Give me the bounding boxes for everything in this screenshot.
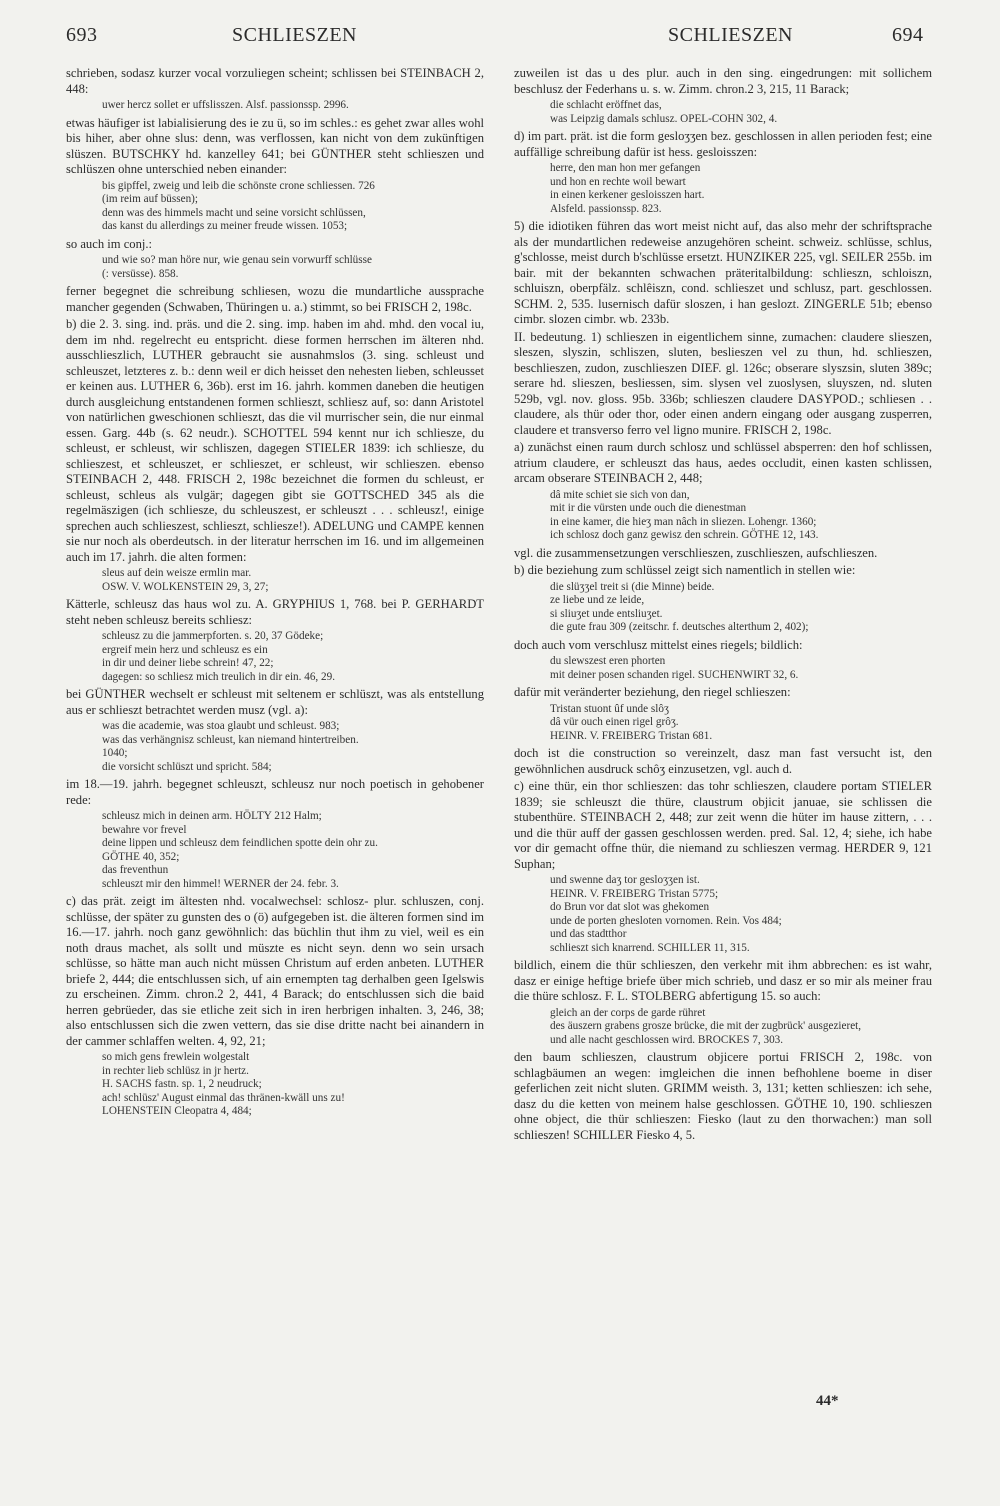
paragraph: im 18.—19. jahrh. begegnet schleuszt, schleusz nur noch poetisch in gehobener rede: [66,777,484,807]
paragraph: zuweilen ist das u des plur. auch in den sing. eingedrungen: mit sollichem beschlusz der Federhans u. s. w. Zimm. chron.2 3, 215, 11 Barack; [514,66,932,96]
paragraph: d) im part. prät. ist die form gesloʒʒen bez. geschlossen in allen perioden fest; eine auffällige schreibung dafür ist hess. gesloisszen: [514,129,932,159]
paragraph: II. bedeutung. 1) schlieszen in eigentlichem sinne, zumachen: claudere slieszen, sleszen, slyszin, schliszen, sluten, beslieszen vel zu thun, hd. schlieszen, beschlieszen, zudon, zuschlieszen DIEF. gl. 126c; obserare slyszsin, sluten 389c; serare hd. slieszen, besliessen, sim. slysen vel zuoslysen, sluyszen, nd. sluten 529b, vgl. nov. gloss. 95b. 336b; schlieszen claudere DASYPOD.; schliesen . . claudere, als thür oder thor, oder einen andern eingang oder ausgang zusperren, claudere et transverso ferro vel ligno munire. FRISCH 2, 198c. [514,329,932,437]
quotation-line: uwer hercz sollet er uffslisszen. Alsf. passionssp. 2996. [102,99,349,111]
paragraph: c) eine thür, ein thor schlieszen: das tohr schlieszen, claudere portam STIELER 1839; sie schleuszt die thüre, claustrum objicit januae, sie schlissen die stubenthüre. STEINBACH 2, 448; zur zeit wenn die hüter im hause zittern, . . . und die thür auff der gassen geschlossen werden. pred. Sal. 12, 4; siehe, ich habe vor dir gemacht offne thür, die niemand zu schlieszen vermag. HERDER 9, 121 Suphan; [514,779,932,871]
quotation-line: ach! schlüsz' August einmal das thränen-kwäll uns zu! [102,1091,345,1104]
paragraph: vgl. die zusammensetzungen verschlieszen, zuschlieszen, aufschlieszen. [514,545,878,560]
paragraph: bei GÜNTHER wechselt er schleust mit seltenem er schlüszt, was als entstellung aus er schlieszt betrachtet werden musz (vgl. a): [66,687,484,717]
paragraph: bildlich, einem die thür schlieszen, den verkehr mit ihm abbrechen: es ist wahr, dasz er einige heftige briefe über mich schrieb, und dasz er so mir als meiner frau die thüre schlosz. F. L. STOLBERG abfertigung 15. so auch: [514,958,932,1003]
quotation-line: sleus auf dein weisze ermlin mar. [102,567,252,579]
quotation-line: denn was des himmels macht und seine vorsicht schlüssen, [102,206,366,219]
paragraph: den baum schlieszen, claustrum objicere portui FRISCH 2, 198c. von schlagbäumen an wegen: imgleichen die innen befhohlene boeme in diser geferlichen zeit nicht sluten. GRIMM weisth. 3, 131; ketten schlieszen: ich sehe, dasz du die ketten von meinem halse geschlossen. GÖTHE 10, 190. schlieszen ohne object, die thür schlieszen: Fiesko (laut zu den thorwachen:) man soll schlieszen! SCHILLER Fiesko 4, 5. [514,1050,932,1142]
quotation-block [66,810,484,891]
paragraph: a) zunächst einen raum durch schlosz und schlüssel absperren: den hof schlissen, atrium claudere, er schleuszt das haus, aedes occludit, einen kasten schlissen, arcam obserare STEINBACH 2, 448; [514,440,932,485]
quotation-line: schleusz zu die jammerpforten. s. 20, 37 Gödeke; [102,630,324,642]
right-page-number: 694 [892,24,924,46]
quotation-line: dâ vür ouch einen rigel grôʒ. [550,716,679,728]
paragraph: dafür mit veränderter beziehung, den riegel schlieszen: [514,685,791,699]
quotation-line: schleusz mich in deinen arm. HÖLTY 212 Halm; [102,810,322,822]
paragraph: Kätterle, schleusz das haus wol zu. A. GRYPHIUS 1, 768. bei P. GERHARDT steht neben schleusz bereits schliesz: [66,597,484,627]
quotation-line: was Leipzig damals schlusz. OPEL-COHN 302, 4. [550,112,778,125]
quotation-block [514,162,932,216]
quotation-line: und hon en rechte woil bewart [550,175,686,188]
right-column [514,66,932,1145]
quotation-line: was die academie, was stoa glaubt und schleust. 983; [102,720,340,732]
quotation-block [66,254,484,281]
quotation-line: OSW. V. WOLKENSTEIN 29, 3, 27; [102,580,269,593]
quotation-line: in eine kamer, die hieʒ man nâch in sliezen. Lohengr. 1360; [550,515,817,528]
paragraph: etwas häufiger ist labialisierung des ie zu ü, so im schles.: es gehet zwar alles wohl bis hiher, aber ohne slus: denn, was verflossen, kan nicht von dem zukünftigen slüszen. BUTSCHKY hd. kanzelley 641; bei GÜNTHER steht schlieszen und schlüszen ohne unterschied neben einander: [66,115,484,176]
paragraph: ferner begegnet die schreibung schliesen, wozu die mundartliche aussprache mancher gegenden (Schwaben, Thüringen u. a.) stimmt, so bei FRISCH 2, 198c. [66,284,484,314]
quotation-line: die vorsicht schlüszt und spricht. 584; [102,760,272,773]
quotation-line: GÖTHE 40, 352; [102,850,180,863]
quotation-block [514,1007,932,1048]
quotation-line: H. SACHS fastn. sp. 1, 2 neudruck; [102,1078,262,1090]
paragraph: c) das prät. zeigt im ältesten nhd. vocalwechsel: schlosz- plur. schluszen, conj. schlüsse, der später zu gunsten des o (ö) aufgegeben ist. die älteren formen sind im 16.—17. jahrh. noch ganz gewöhnlich: das büchlin thut ihm zu viel, weil es ein noth draus machet, als sollt und müszte es nicht seyn. denn wo sein ursach schlüsse, so hätte man auch nicht müssen Christum auf erden anbeten. LUTHER briefe 2, 444; die entschlussen sich, uf ain ernempten tag derhalben geen Igelswis zu erscheinen. Zimm. chron.2 2, 441, 4 Barack; do entschlussen sich die baid herren gebrüeder, das sie etliche zeit sich in iren herbrigen inhalten. 3, 246, 38; also entschlussen sich die zwen vettern, das sie dise dritte nacht bei ainandern in der cammer schlaffen welten. 4, 92, 21; [66,894,484,1048]
paragraph: schrieben, sodasz kurzer vocal vorzuliegen scheint; schlissen bei STEINBACH 2, 448: [66,66,484,96]
quotation-line: ze liebe und ze leide, [550,594,645,606]
quotation-block [514,874,932,955]
left-page-number: 693 [66,24,98,46]
quotation-line: si sliuʒet unde entsliuʒet. [550,607,663,620]
signature-mark: 44* [816,1393,839,1409]
quotation-line: HEINR. V. FREIBERG Tristan 5775; [550,887,719,900]
quotation-block [66,180,484,234]
quotation-line: ergreif mein herz und schleusz es ein [102,643,268,656]
paragraph: b) die beziehung zum schlüssel zeigt sich namentlich in stellen wie: [514,563,856,577]
quotation-line: was das verhängnisz schleust, kan niemand hintertreiben. [102,733,359,746]
paragraph: doch ist die construction so vereinzelt, dasz man fast versucht ist, den gewöhnlichen ausdruck schôʒ einzusetzen, vgl. auch d. [514,746,932,776]
paragraph: 5) die idiotiken führen das wort meist nicht auf, das also mehr der schriftsprache als der mundartlichen redeweise anzugehören scheint. schweiz. schlüsse, schlus, g'schlosse, meist durch b'schlüsse ersetzt. HUNZIKER 225, vgl. SEILER 255b. im bair. mit der bekannten schwachen präteritalbildung: schlieszn, schloiszn, schluiszn, oberpfälz. schlêiszn, cond. schlieszet und schlusz, part. geschlossen. SCHM. 2, 535. lusernisch dafür sloszen, i han geslozt. ZINGERLE 51b; ebenso cimbr. slozen cimbr. wb. 233b. [514,219,932,326]
quotation-line: deine lippen und schleusz dem feindlichen spotte dein ohr zu. [102,837,378,849]
quotation-line: in dir und deiner liebe schrein! 47, 22; [102,657,274,669]
quotation-line: schlieszt sich knarrend. SCHILLER 11, 315. [550,941,750,954]
quotation-block [514,703,932,744]
quotation-line: (: versüsse). 858. [102,267,179,280]
quotation-line: LOHENSTEIN Cleopatra 4, 484; [102,1105,252,1117]
paragraph: b) die 2. 3. sing. ind. präs. und die 2. sing. imp. haben im ahd. mhd. den vocal iu, dem im nhd. regelrecht eu entspricht. diese formen herrschen im älteren nhd. ausschlieszlich, LUTHER gebraucht sie ausnahmslos (3. sing. schleust und schleuszet, letzteres z. b.: denn weil er dich heisset den nehesten lieben, schleusset er keinen aus. LUTHER 6, 36b). erst im 16. jahrh. kommen daneben die heutigen durch ausgleichung entstandenen formen schlieszt, schliesz auf, so: dann Aristotel von natürlichen gweschionen schlieszt, das die vil murrischer sein, die nur einmal essen. Garg. 44b (s. 62 neudr.). SCHOTTEL 594 kennt nur ich schliesze, du schleust, er schleust, wir schliszen, dagegen STIELER 1839: ich schliesze, du schlieszest, et schleuszet, er schlieszet, er schleust, wir schlieszen. ebenso STEINBACH 2, 448. FRISCH 2, 198c bezeichnet die formen du schleust, er schleust, schleus als vulgär; dagegen gibt sie GOTTSCHED 345 als die regelmäszigen (ich schliesze, du schleuszest, er schleuszt . . . schleusz!, einige sprechen auch schlieszest, schlieszt, schliesze!). ADELUNG und CAMPE kennen sie nur noch als oberdeutsch. in der literatur herrschen im 16. und im allgemeinen auch im 17. jahrh. die alten formen: [66,317,484,564]
quotation-line: Alsfeld. passionssp. 823. [550,202,662,215]
quotation-line: die gute frau 309 (zeitschr. f. deutsches alterthum 2, 402); [550,621,809,633]
quotation-line: in einen kerkener gesloisszen hart. [550,189,705,201]
quotation-line: du slewszest eren phorten [550,655,666,667]
quotation-line: herre, den man hon mer gefangen [550,162,701,174]
quotation-line: (im reim auf büssen); [102,193,199,205]
quotation-line: HEINR. V. FREIBERG Tristan 681. [550,729,713,742]
quotation-line: unde de porten ghesloten vornomen. Rein. Vos 484; [550,914,782,927]
quotation-block [66,567,484,594]
quotation-line: gleich an der corps de garde rühret [550,1006,706,1019]
quotation-line: die slüʒʒel treit si (die Minne) beide. [550,580,715,593]
quotation-block [514,581,932,635]
quotation-line: do Brun vor dat slot was ghekomen [550,901,710,913]
left-column [66,66,484,1122]
quotation-line: mit ir die vürsten unde ouch die dienestman [550,502,747,514]
quotation-block [66,720,484,774]
quotation-block [514,489,932,543]
quotation-block [514,99,932,126]
quotation-line: Tristan stuont ûf unde slôʒ [550,702,669,715]
quotation-line: bewahre vor frevel [102,823,187,836]
right-running-head: SCHLIESZEN [668,24,793,46]
quotation-line: schleuszt mir den himmel! WERNER der 24. febr. 3. [102,877,339,890]
quotation-line: das freventhun [102,864,169,876]
quotation-line: ich schlosz doch ganz gewisz den schrein. GÖTHE 12, 143. [550,529,819,541]
left-running-head: SCHLIESZEN [232,24,357,46]
quotation-line: in rechter lieb schlüsz in jr hertz. [102,1064,249,1077]
quotation-line: und swenne daʒ tor gesloʒʒen ist. [550,874,700,886]
quotation-line: 1040; [102,747,128,759]
quotation-line: die schlacht eröffnet das, [550,99,662,111]
quotation-line: des äuszern grabens grosze brücke, die mit der zugbrück' ausgezieret, [550,1020,862,1032]
quotation-block [66,99,484,113]
quotation-line: das kanst du allerdings zu meiner freude wissen. 1053; [102,220,348,232]
quotation-line: und wie so? man höre nur, wie genau sein vorwurff schlüsse [102,254,372,266]
paragraph: doch auch vom verschlusz mittelst eines riegels; bildlich: [514,637,803,652]
paragraph: so auch im conj.: [66,236,153,251]
quotation-line: so mich gens frewlein wolgestalt [102,1051,250,1063]
quotation-block [66,1051,484,1119]
quotation-line: mit deiner posen schanden rigel. SUCHENWIRT 32, 6. [550,668,799,681]
quotation-block [514,655,932,682]
quotation-line: und alle nacht geschlossen wird. BROCKES 7, 303. [550,1033,784,1046]
quotation-block [66,630,484,684]
quotation-line: dagegen: so schliesz mich treulich in dir ein. 46, 29. [102,670,336,683]
quotation-line: dâ mite schiet sie sich von dan, [550,488,690,501]
quotation-line: bis gipffel, zweig und leib die schönste crone schliessen. 726 [102,179,375,192]
quotation-line: und das stadtthor [550,928,627,940]
